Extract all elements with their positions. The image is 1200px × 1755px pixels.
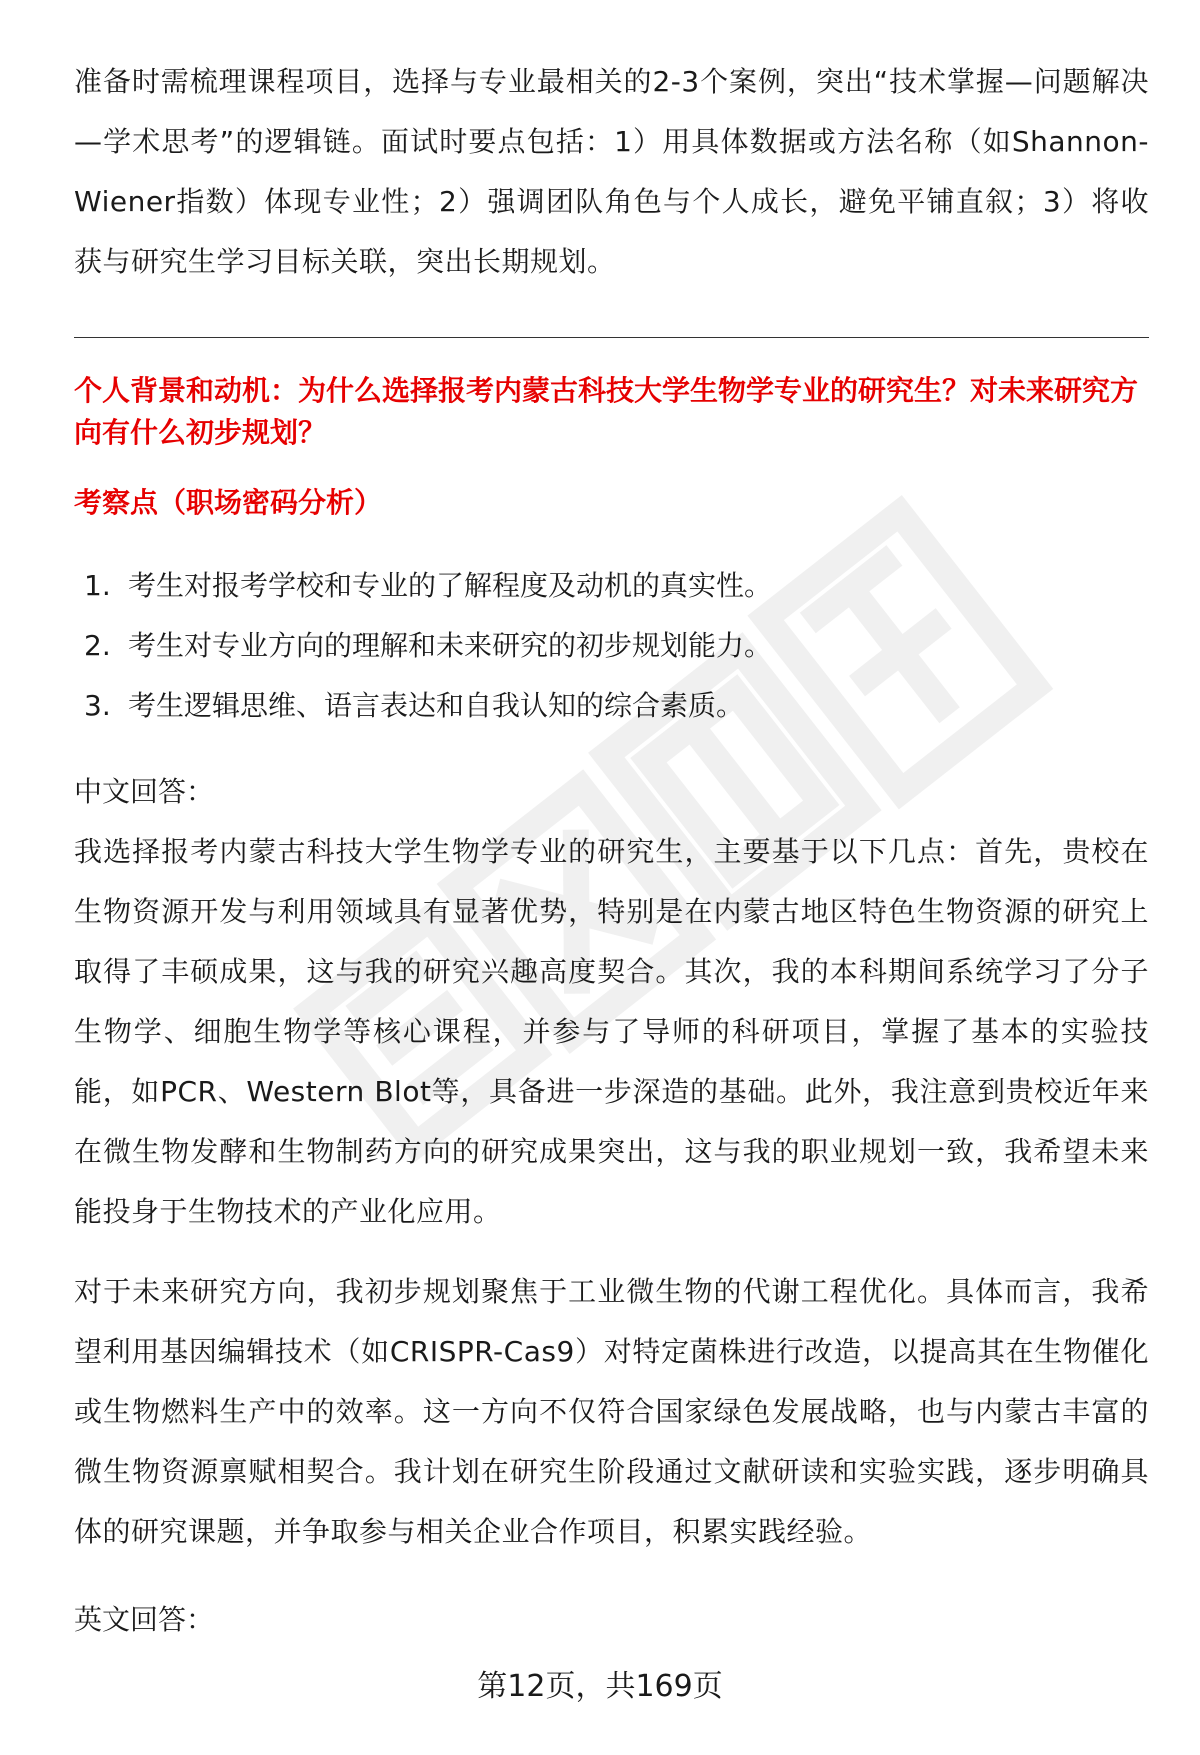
chinese-answer-paragraph-1: 我选择报考内蒙古科技大学生物学专业的研究生，主要基于以下几点：首先，贵校在生物资源开发与利用领域具有显著优势，特别是在内蒙古地区特色生物资源的研究上取得了丰硕成果，这与我的研究兴趣高度契合。其次，我的本科期间系统学习了分子生物学、细胞生物学等核心课程，并参与了导师的科研项目，掌握了基本的实验技能，如PCR、Western Blot等，具备进一步深造的基础。此外，我注意到贵校近年来在微生物发酵和生物制药方向的研究成果突出，这与我的职业规划一致，我希望未来能投身于生物技术的产业化应用。 (74, 835, 1149, 1228)
list-item (84, 556, 772, 616)
list-item-text: 考生对报考学校和专业的了解程度及动机的真实性。 (128, 569, 773, 602)
list-item-number: 2. (84, 629, 111, 662)
list-item-text: 考生逻辑思维、语言表达和自我认知的综合素质。 (128, 689, 745, 722)
list-item-text: 考生对专业方向的理解和未来研究的初步规划能力。 (128, 629, 773, 662)
section-divider (74, 337, 1149, 338)
document-page (74, 0, 1149, 1755)
list-item-number: 3. (84, 689, 111, 722)
page-number: 第12页，共169页 (477, 1669, 723, 1704)
intro-paragraph: 准备时需梳理课程项目，选择与专业最相关的2-3个案例，突出“技术掌握—问题解决—学术思考”的逻辑链。面试时要点包括：1）用具体数据或方法名称（如Shannon-Wiener指数）体现专业性；2）强调团队角色与个人成长，避免平铺直叙；3）将收获与研究生学习目标关联，突出长期规划。 (74, 65, 1149, 278)
list-item (84, 616, 772, 676)
question-heading: 个人背景和动机：为什么选择报考内蒙古科技大学生物学专业的研究生？对未来研究方向有什么初步规划？ (74, 374, 1139, 449)
english-answer-label: 英文回答： (74, 1603, 215, 1636)
assessment-points-list (84, 556, 772, 736)
assessment-heading: 考察点（职场密码分析） (74, 486, 383, 519)
list-item (84, 676, 772, 736)
chinese-answer-paragraph-2: 对于未来研究方向，我初步规划聚焦于工业微生物的代谢工程优化。具体而言，我希望利用基因编辑技术（如CRISPR-Cas9）对特定菌株进行改造，以提高其在生物催化或生物燃料生产中的效率。这一方向不仅符合国家绿色发展战略，也与内蒙古丰富的微生物资源禀赋相契合。我计划在研究生阶段通过文献研读和实验实践，逐步明确具体的研究课题，并争取参与相关企业合作项目，积累实践经验。 (74, 1275, 1149, 1548)
chinese-answer-label: 中文回答： (74, 775, 215, 808)
list-item-number: 1. (84, 569, 111, 602)
